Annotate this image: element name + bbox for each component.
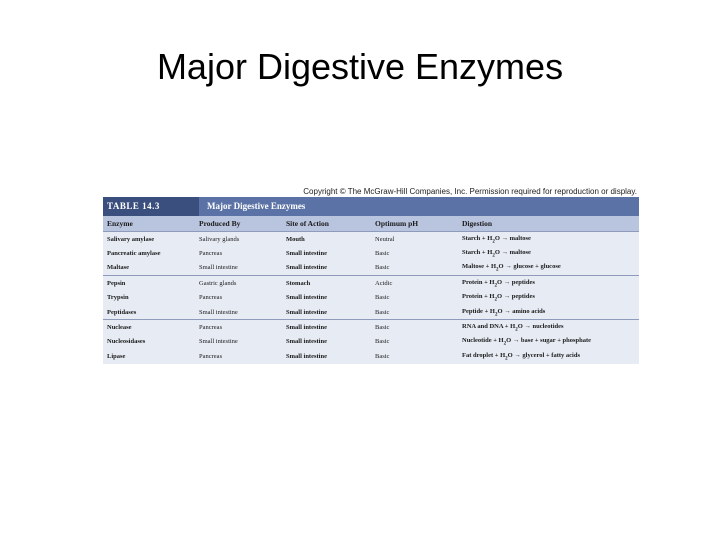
site-cell: Small intestine bbox=[282, 335, 371, 349]
table-row bbox=[103, 305, 639, 320]
site-cell: Small intestine bbox=[282, 305, 371, 320]
table-row bbox=[103, 291, 639, 305]
digestion-reactants: Starch + H bbox=[462, 248, 493, 256]
produced-by-cell: Pancreas bbox=[195, 291, 282, 305]
digestion-products: O → glycerol + fatty acids bbox=[507, 351, 580, 359]
subscript: 2 bbox=[492, 253, 495, 259]
digestion-cell bbox=[458, 335, 639, 349]
produced-by-cell: Gastric glands bbox=[195, 276, 282, 291]
table-row bbox=[103, 232, 639, 247]
ph-cell: Neutral bbox=[371, 232, 458, 247]
column-header-enzyme: Enzyme bbox=[103, 216, 195, 232]
enzyme-table-figure bbox=[103, 186, 639, 364]
table-title: Major Digestive Enzymes bbox=[207, 201, 306, 211]
site-cell: Small intestine bbox=[282, 349, 371, 363]
enzyme-cell: Lipase bbox=[103, 349, 195, 363]
digestion-cell bbox=[458, 232, 639, 247]
produced-by-cell: Pancreas bbox=[195, 320, 282, 335]
subscript: 2 bbox=[503, 341, 507, 347]
digestion-products: O → peptides bbox=[496, 278, 535, 286]
digestion-products: O → nucleotides bbox=[517, 322, 564, 330]
site-cell: Small intestine bbox=[282, 291, 371, 305]
digestion-cell bbox=[458, 349, 639, 363]
digestion-reactants: RNA and DNA + H bbox=[462, 322, 516, 330]
ph-cell: Acidic bbox=[371, 276, 458, 291]
site-cell: Small intestine bbox=[282, 320, 371, 335]
table-row bbox=[103, 276, 639, 291]
copyright-notice: Copyright © The McGraw-Hill Companies, Inc. Permission required for reproduction or display. bbox=[303, 187, 637, 196]
enzyme-cell: Pepsin bbox=[103, 276, 195, 291]
subscript: 2 bbox=[494, 283, 497, 289]
subscript: 2 bbox=[494, 311, 498, 317]
site-cell: Small intestine bbox=[282, 246, 371, 260]
column-header-ph: Optimum pH bbox=[371, 216, 458, 232]
column-header-site: Site of Action bbox=[282, 216, 371, 232]
column-header-produced-by: Produced By bbox=[195, 216, 282, 232]
ph-cell: Basic bbox=[371, 320, 458, 335]
ph-cell: Basic bbox=[371, 291, 458, 305]
table-row bbox=[103, 261, 639, 276]
enzyme-table bbox=[103, 216, 639, 364]
digestion-products: O → base + sugar + phosphate bbox=[506, 337, 592, 345]
digestion-reactants: Nucleotide + H bbox=[462, 337, 504, 345]
digestion-cell bbox=[458, 261, 639, 276]
subscript: 2 bbox=[515, 327, 518, 333]
digestion-reactants: Peptide + H bbox=[462, 307, 495, 315]
produced-by-cell: Small intestine bbox=[195, 335, 282, 349]
enzyme-cell: Nuclease bbox=[103, 320, 195, 335]
produced-by-cell: Pancreas bbox=[195, 246, 282, 260]
table-header-row bbox=[103, 216, 639, 232]
enzyme-cell: Nucleosidases bbox=[103, 335, 195, 349]
ph-cell: Basic bbox=[371, 261, 458, 276]
digestion-cell bbox=[458, 291, 639, 305]
digestion-products: O → peptides bbox=[496, 293, 535, 301]
site-cell: Small intestine bbox=[282, 261, 371, 276]
table-body bbox=[103, 232, 639, 364]
table-number: TABLE 14.3 bbox=[103, 197, 199, 216]
digestion-cell bbox=[458, 246, 639, 260]
digestion-cell bbox=[458, 276, 639, 291]
ph-cell: Basic bbox=[371, 349, 458, 363]
produced-by-cell: Salivary glands bbox=[195, 232, 282, 247]
table-row bbox=[103, 320, 639, 335]
ph-cell: Basic bbox=[371, 305, 458, 320]
digestion-cell bbox=[458, 305, 639, 320]
subscript: 2 bbox=[492, 238, 495, 244]
digestion-reactants: Protein + H bbox=[462, 278, 495, 286]
ph-cell: Basic bbox=[371, 246, 458, 260]
digestion-reactants: Fat droplet + H bbox=[462, 351, 506, 359]
subscript: 2 bbox=[496, 267, 499, 273]
digestion-products: O → maltose bbox=[494, 234, 531, 242]
enzyme-cell: Trypsin bbox=[103, 291, 195, 305]
digestion-products: O → glucose + glucose bbox=[498, 263, 561, 271]
digestion-products: O → amino acids bbox=[497, 307, 546, 315]
site-cell: Mouth bbox=[282, 232, 371, 247]
enzyme-cell: Salivary amylase bbox=[103, 232, 195, 247]
digestion-reactants: Starch + H bbox=[462, 234, 493, 242]
ph-cell: Basic bbox=[371, 335, 458, 349]
enzyme-cell: Maltase bbox=[103, 261, 195, 276]
digestion-cell bbox=[458, 320, 639, 335]
subscript: 2 bbox=[505, 355, 508, 361]
enzyme-cell: Peptidases bbox=[103, 305, 195, 320]
digestion-products: O → maltose bbox=[494, 248, 531, 256]
produced-by-cell: Small intestine bbox=[195, 261, 282, 276]
produced-by-cell: Small intestine bbox=[195, 305, 282, 320]
slide-title: Major Digestive Enzymes bbox=[156, 46, 564, 87]
column-header-digestion: Digestion bbox=[458, 216, 639, 232]
digestion-reactants: Maltose + H bbox=[462, 263, 497, 271]
produced-by-cell: Pancreas bbox=[195, 349, 282, 363]
table-row bbox=[103, 246, 639, 260]
table-row bbox=[103, 335, 639, 349]
enzyme-cell: Pancreatic amylase bbox=[103, 246, 195, 260]
table-row bbox=[103, 349, 639, 363]
subscript: 2 bbox=[494, 297, 497, 303]
site-cell: Stomach bbox=[282, 276, 371, 291]
digestion-reactants: Protein + H bbox=[462, 293, 495, 301]
table-banner bbox=[103, 197, 639, 216]
